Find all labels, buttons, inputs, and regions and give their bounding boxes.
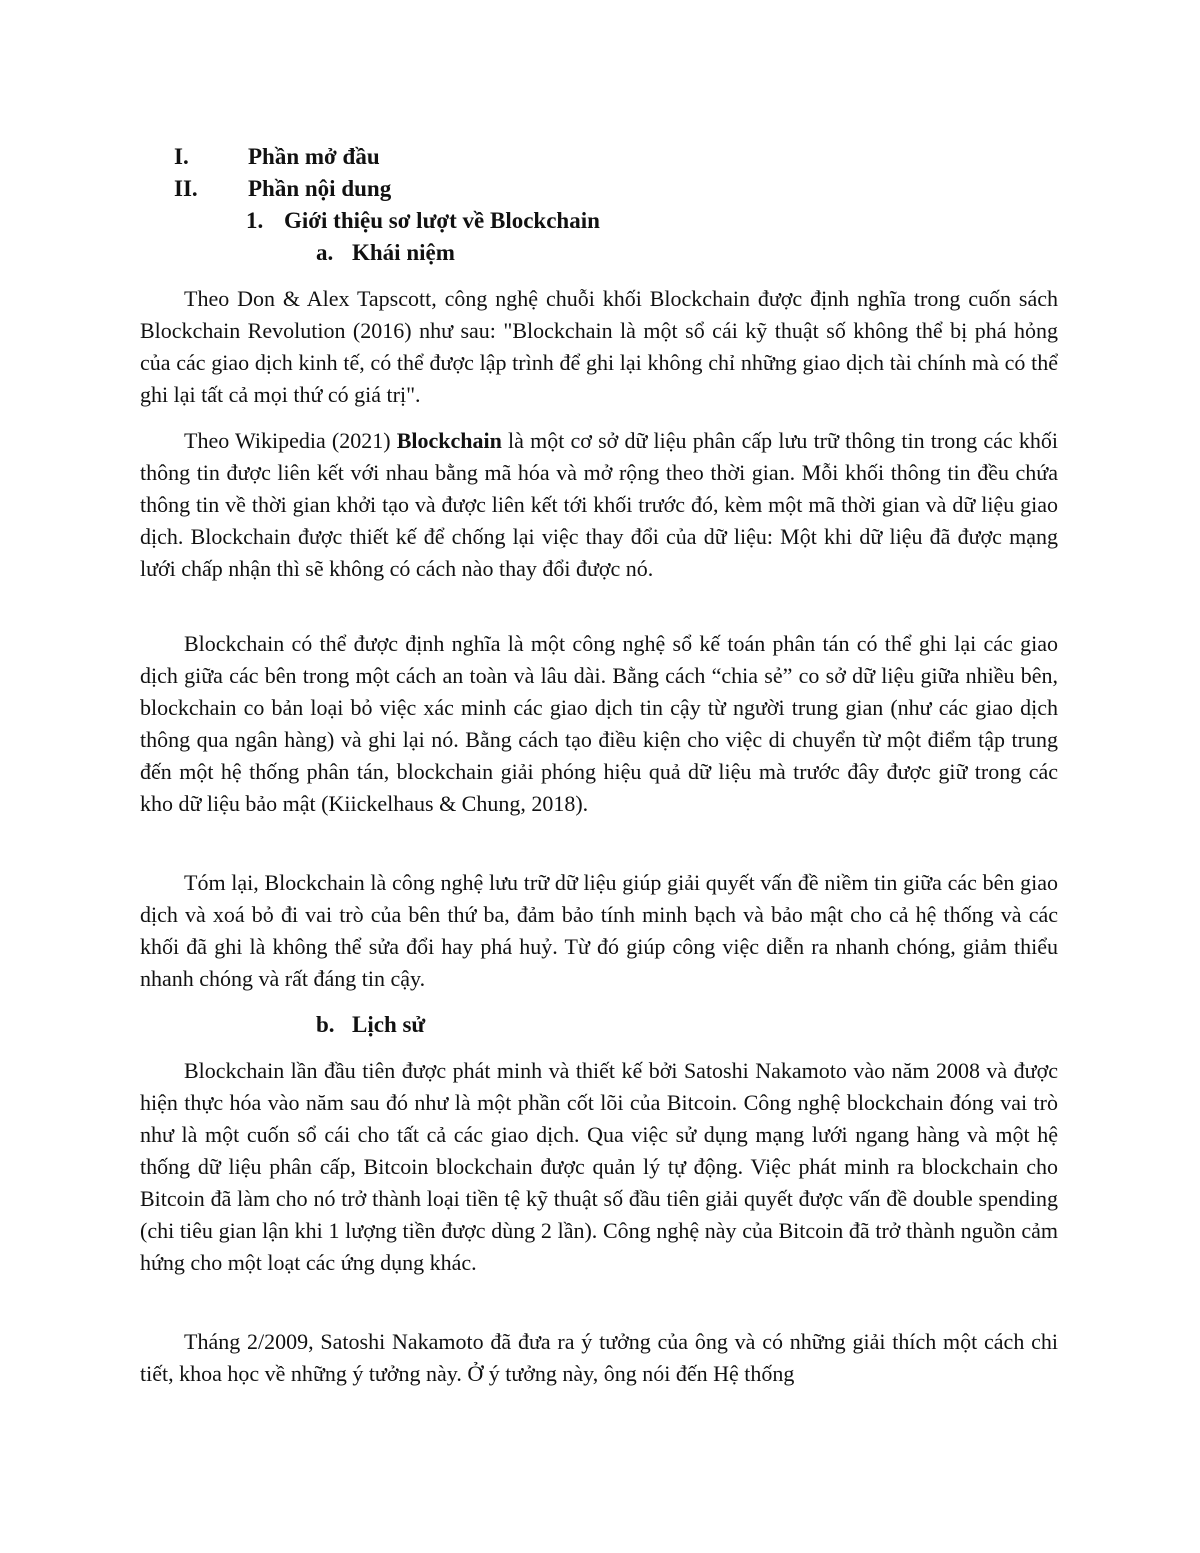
heading-number: a. (316, 240, 334, 265)
heading-title: Lịch sử (352, 1012, 426, 1037)
heading-subsection-a (316, 238, 455, 268)
heading-title: Giới thiệu sơ lượt về Blockchain (284, 208, 600, 233)
heading-number: b. (316, 1012, 335, 1037)
heading-title: Khái niệm (352, 240, 455, 265)
bold-term: Blockchain (396, 428, 502, 453)
paragraph-text: là một cơ sở dữ liệu phân cấp lưu trữ thông tin trong các khối thông tin được liên kết với nhau bằng mã hóa và mở rộng theo thời gian. Mỗi khối thông tin đều chứa thông tin về thời gian khởi tạo và được liên kết tới khối trước đó, kèm một mã thời gian và dữ liệu giao dịch. Blockchain được thiết kế để chống lại việc thay đổi của dữ liệu: Một khi dữ liệu đã được mạng lưới chấp nhận thì sẽ không có cách nào thay đổi được nó. (140, 428, 1058, 581)
paragraph-wikipedia-definition (140, 425, 1058, 585)
heading-part-1 (174, 142, 380, 172)
heading-section-1 (246, 206, 600, 236)
paragraph-history-2009: Tháng 2/2009, Satoshi Nakamoto đã đưa ra ý tưởng của ông và có những giải thích một cách chi tiết, khoa học về những ý tưởng này. Ở ý tưởng này, ông nói đến Hệ thống (140, 1329, 1058, 1386)
heading-title: Phần nội dung (248, 176, 392, 201)
paragraph-text: Theo Wikipedia (2021) (184, 428, 397, 453)
paragraph-history-origin: Blockchain lần đầu tiên được phát minh và thiết kế bởi Satoshi Nakamoto vào năm 2008 và được hiện thực hóa vào năm sau đó như là một phần cốt lõi của Bitcoin. Công nghệ blockchain đóng vai trò như là một cuốn sổ cái cho tất cả các giao dịch. Qua việc sử dụng mạng lưới ngang hàng và một hệ thống dữ liệu phân cấp, Bitcoin blockchain được quản lý tự động. Việc phát minh ra blockchain cho Bitcoin đã làm cho nó trở thành loại tiền tệ kỹ thuật số đầu tiên giải quyết được vấn đề double spending (chi tiêu gian lận khi 1 lượng tiền được dùng 2 lần). Công nghệ này của Bitcoin đã trở thành nguồn cảm hứng cho một loạt các ứng dụng khác. (140, 1058, 1058, 1275)
paragraph-tapscott-definition: Theo Don & Alex Tapscott, công nghệ chuỗi khối Blockchain được định nghĩa trong cuốn sách Blockchain Revolution (2016) như sau: "Blockchain là một sổ cái kỹ thuật số không thể bị phá hỏng của các giao dịch kinh tế, có thể được lập trình để ghi lại không chỉ những giao dịch tài chính mà có thể ghi lại tất cả mọi thứ có giá trị". (140, 286, 1058, 407)
heading-subsection-b (316, 1010, 425, 1040)
heading-part-2 (174, 174, 391, 204)
heading-title: Phần mở đầu (248, 144, 380, 169)
paragraph-distributed-ledger: Blockchain có thể được định nghĩa là một công nghệ sổ kế toán phân tán có thể ghi lại các giao dịch giữa các bên trong một cách an toàn và lâu dài. Bằng cách “chia sẻ” co sở dữ liệu giữa nhiều bên, blockchain co bản loại bỏ việc xác minh các giao dịch tin cậy từ người trung gian (như các giao dịch thông qua ngân hàng) và ghi lại nó. Bằng cách tạo điều kiện cho việc di chuyển từ một điểm tập trung đến một hệ thống phân tán, blockchain giải phóng hiệu quả dữ liệu mà trước đây được giữ trong các kho dữ liệu bảo mật (Kiickelhaus & Chung, 2018). (140, 631, 1058, 816)
heading-number: II. (174, 176, 198, 201)
heading-number: 1. (246, 208, 264, 233)
paragraph-summary: Tóm lại, Blockchain là công nghệ lưu trữ dữ liệu giúp giải quyết vấn đề niềm tin giữa các bên giao dịch và xoá bỏ đi vai trò của bên thứ ba, đảm bảo tính minh bạch và bảo mật cho cả hệ thống và các khối đã ghi là không thể sửa đổi hay phá huỷ. Từ đó giúp công việc diễn ra nhanh chóng, giảm thiểu nhanh chóng và rất đáng tin cậy. (140, 870, 1058, 991)
heading-number: I. (174, 144, 189, 169)
